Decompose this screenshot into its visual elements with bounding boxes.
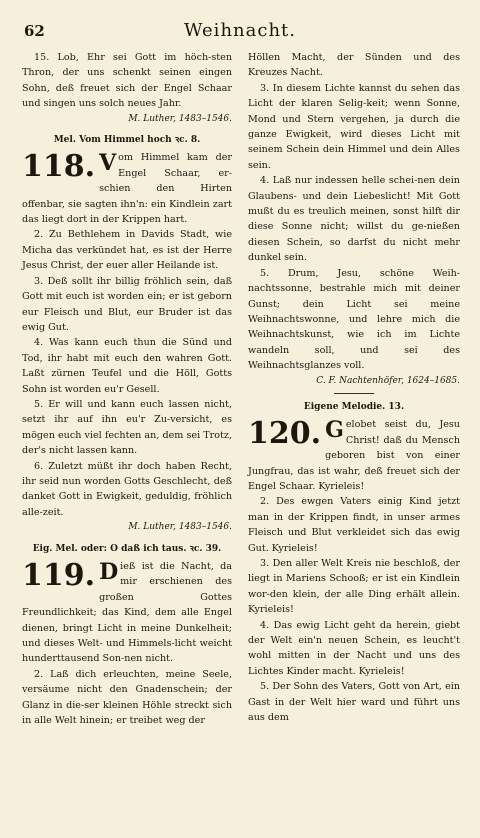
- hymn-119-continuation: Höllen Macht, der Sünden und des Kreuzes Nacht.: [248, 52, 460, 79]
- left-column: [22, 50, 232, 728]
- dropcap-120: G: [325, 417, 344, 444]
- separator-line: [334, 393, 374, 394]
- dropcap-118: V: [99, 150, 117, 177]
- hymn-118-verse-1: [22, 150, 232, 227]
- hymn-number-119: 119.: [22, 558, 96, 593]
- hymn-119-text-1: ieß ist die Nacht, da mir erschienen des großen Gottes Freundlichkeit; das Kind, dem alle Engel dienen, bringt Licht in meine Dunkelheit; und dieses Welt- und Himmels-licht weicht hunderttausend Son-nen nicht.: [22, 561, 232, 665]
- right-column: [248, 50, 460, 725]
- hymn-118-verse-2: 2. Zu Bethlehem in Davids Stadt, wie Micha das verkündet hat, es ist der Herre Jesus Christ, der euer aller Heilande ist.: [22, 229, 232, 272]
- hymn-120-verse-3: 3. Den aller Welt Kreis nie beschloß, der liegt in Mariens Schooß; er ist ein Kindlein wor-den klein, der alle Ding erhält allein. Kyrieleis!: [248, 558, 460, 616]
- hymn-118-verse-4: 4. Was kann euch thun die Sünd und Tod, ihr habt mit euch den wahren Gott. Laßt zürnen Teufel und die Höll, Gotts Sohn ist worden eu'r Gesell.: [22, 337, 232, 395]
- dropcap-119: D: [99, 559, 119, 585]
- hymn-119-verse-2: 2. Laß dich erleuchten, meine Seele, versäume nicht den Gnadenschein; der Glanz in die-ser kleinen Höhle streckt sich in alle Welt hinein; er treibet weg der: [22, 668, 232, 727]
- hymn-120-verse-2: 2. Des ewgen Vaters einig Kind jetzt man in der Krippen findt, in unser armes Fleisch und Blut verkleidet sich das ewig Gut. Kyrieleis!: [248, 496, 460, 554]
- attribution-luther-1: M. Luther, 1483–1546.: [128, 113, 232, 124]
- hymn-number-120: 120.: [248, 416, 322, 452]
- hymn-118-verse-3: 3. Deß sollt ihr billig fröhlich sein, daß Gott mit euch ist worden ein; er ist geborn eur Fleisch und Blut, eur Bruder ist das ewig Gut.: [22, 275, 232, 333]
- melody-118: Mel. Vom Himmel hoch ꝛc. 8.: [53, 135, 201, 146]
- page-title: Weihnacht.: [184, 20, 296, 41]
- attribution-nachtenhoefer: C. F. Nachtenhöfer, 1624–1685.: [316, 375, 460, 386]
- hymn-118-text-1: om Himmel kam der Engel Schaar, er-schien den Hirten offenbar, sie sagten ihn'n: ein Kindlein zart das liegt dort in der Krippen hart.: [22, 152, 232, 226]
- hymn-119-verse-1: [22, 559, 232, 667]
- page-number: 62: [24, 22, 45, 40]
- hymn-119-verse-4: 4. Laß nur indessen helle schei-nen dein Glaubens- und dein Liebeslicht! Mit Gott mußt du es treulich meinen, sonst hilft dir diese Sonne nicht; willst du ge-nießen diesen Schein, so darfst du nicht mehr dunkel sein.: [248, 175, 460, 264]
- hymn-118-verse-6: 6. Zuletzt müßt ihr doch haben Recht, ihr seid nun worden Gotts Geschlecht, deß danket Gott in Ewigkeit, geduldig, fröhlich alle-zeit.: [22, 460, 232, 518]
- melody-120: Eigene Melodie. 13.: [303, 401, 405, 412]
- attribution-luther-2: M. Luther, 1483–1546.: [128, 522, 232, 533]
- hymn-number-118: 118.: [22, 149, 96, 185]
- verse-15: 15. Lob, Ehr sei Gott im höch-sten Thron, der uns schenkt seinen eingen Sohn, deß freuet sich der Engel Schaar und singen uns solch neues Jahr.: [22, 52, 232, 110]
- hymn-119-verse-3: 3. In diesem Lichte kannst du sehen das Licht der klaren Selig-keit; wenn Sonne, Mond und Stern vergehen, ja durch die ganze Ewigkeit, wird dieses Licht mit seinem Schein dein Himmel und dein Alles sein.: [248, 82, 460, 171]
- hymn-118-verse-5: 5. Er will und kann euch lassen nicht, setzt ihr auf ihn eu'r Zu-versicht, es mögen euch viel fechten an, dem sei Trotz, der's nicht lassen kann.: [22, 398, 232, 457]
- melody-119: Eig. Mel. oder: O daß ich taus. ꝛc. 39.: [32, 543, 222, 554]
- hymn-119-verse-5: 5. Drum, Jesu, schöne Weih-nachtssonne, bestrahle mich mit deiner Gunst; dein Licht sei meine Weihnachtswonne, und lehre mich die Weihnachtskunst, wie ich im Lichte wandeln soll, und sei des Weihnachtsglanzes voll.: [248, 267, 460, 372]
- hymn-120-verse-5: 5. Der Sohn des Vaters, Gott von Art, ein Gast in der Welt hier ward und führt uns aus dem: [248, 681, 460, 724]
- hymn-120-text-1: elobet seist du, Jesu Christ! daß du Mensch geboren bist von einer Jungfrau, das ist wahr, deß freuet sich der Engel Schaar. Kyrieleis!: [248, 419, 460, 492]
- hymn-120-verse-1: [248, 417, 460, 494]
- hymn-120-verse-4: 4. Das ewig Licht geht da herein, giebt der Welt ein'n neuen Schein, es leucht't wohl mitten in der Nacht und uns des Lichtes Kinder macht. Kyrieleis!: [248, 619, 460, 677]
